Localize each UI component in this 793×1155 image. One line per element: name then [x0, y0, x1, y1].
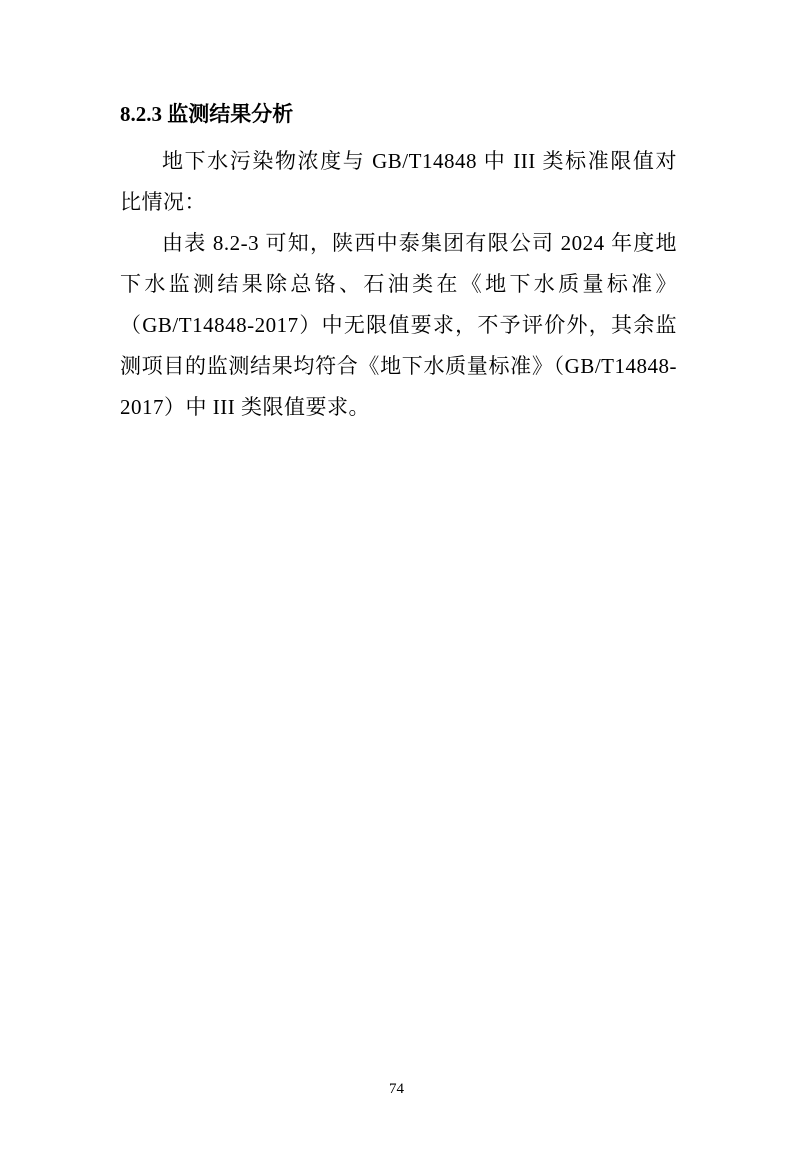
- paragraph: 地下水污染物浓度与 GB/T14848 中 III 类标准限值对比情况：: [120, 149, 677, 214]
- page-footer: [0, 1080, 793, 1098]
- page-content: [120, 101, 677, 428]
- section-heading: 8.2.3 监测结果分析: [120, 102, 294, 126]
- paragraph: 由表 8.2-3 可知，陕西中泰集团有限公司 2024 年度地下水监测结果除总铬、石油类在《地下水质量标准》（GB/T14848-2017）中无限值要求，不予评价外，其余监测项目的监测结果均符合《地下水质量标准》（GB/T14848-2017）中 III 类限值要求。: [120, 231, 677, 419]
- page-number: 74: [389, 1081, 404, 1097]
